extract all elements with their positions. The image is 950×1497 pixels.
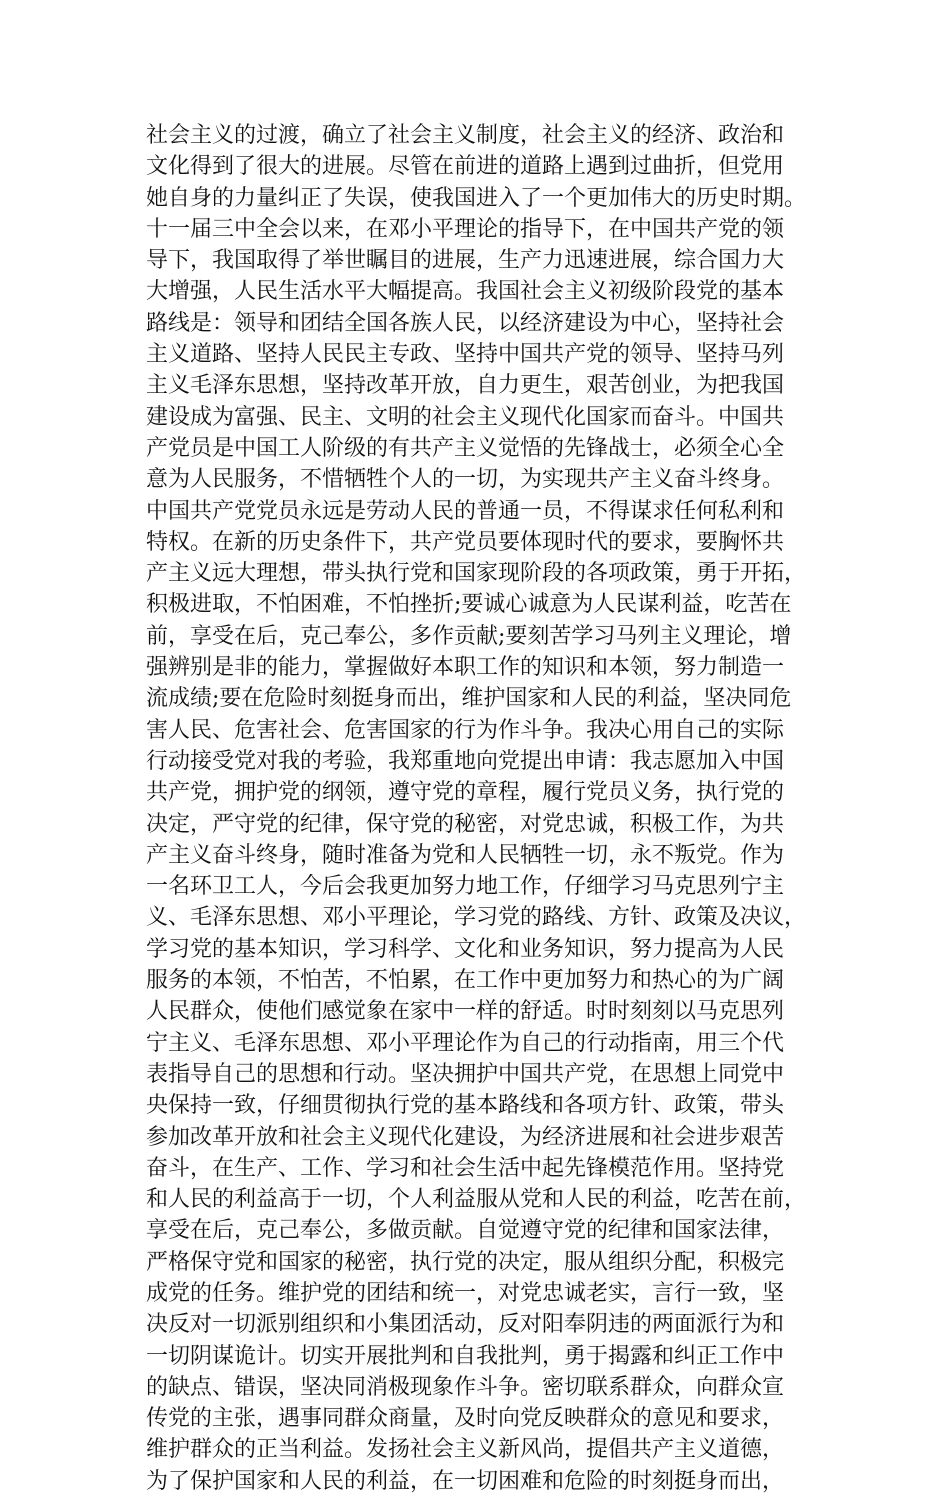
text-line: 义、毛泽东思想、邓小平理论，学习党的路线、方针、政策及决议， (146, 905, 807, 931)
text-line: 路线是：领导和团结全国各族人民，以经济建设为中心，坚持社会 (146, 310, 785, 336)
text-line: 产主义远大理想，带头执行党和国家现阶段的各项政策，勇于开拓， (146, 561, 807, 587)
text-line: 流成绩;要在危险时刻挺身而出，维护国家和人民的利益，坚决同危 (146, 686, 792, 712)
text-line: 产主义奋斗终身，随时准备为党和人民牺牲一切，永不叛党。作为 (146, 842, 785, 868)
text-line: 十一届三中全会以来，在邓小平理论的指导下，在中国共产党的领 (146, 216, 785, 242)
text-line: 享受在后，克己奉公，多做贡献。自觉遵守党的纪律和国家法律， (146, 1218, 785, 1244)
text-line: 央保持一致，仔细贯彻执行党的基本路线和各项方针、政策，带头 (146, 1093, 785, 1119)
text-line: 前，享受在后，克己奉公，多作贡献;要刻苦学习马列主义理论，增 (146, 623, 792, 649)
text-line: 特权。在新的历史条件下，共产党员要体现时代的要求，要胸怀共 (146, 529, 785, 555)
text-line: 大增强，人民生活水平大幅提高。我国社会主义初级阶段党的基本 (146, 279, 785, 305)
text-line: 主义道路、坚持人民民主专政、坚持中国共产党的领导、坚持马列 (146, 342, 785, 368)
text-line: 一名环卫工人，今后会我更加努力地工作，仔细学习马克思列宁主 (146, 874, 785, 900)
text-line: 建设成为富强、民主、文明的社会主义现代化国家而奋斗。中国共 (146, 404, 785, 430)
text-line: 为了保护国家和人民的利益，在一切困难和危险的时刻挺身而出， (146, 1468, 785, 1494)
text-line: 的缺点、错误，坚决同消极现象作斗争。密切联系群众，向群众宣 (146, 1374, 785, 1400)
text-line: 人民群众，使他们感觉象在家中一样的舒适。时时刻刻以马克思列 (146, 999, 785, 1025)
body-text (146, 120, 816, 1497)
text-line: 维护群众的正当利益。发扬社会主义新风尚，提倡共产主义道德， (146, 1437, 785, 1463)
text-line: 她自身的力量纠正了失误，使我国进入了一个更加伟大的历史时期。 (146, 185, 807, 211)
text-line: 和人民的利益高于一切，个人利益服从党和人民的利益，吃苦在前， (146, 1187, 807, 1213)
text-line: 严格保守党和国家的秘密，执行党的决定，服从组织分配，积极完 (146, 1249, 785, 1275)
text-line: 主义毛泽东思想，坚持改革开放，自力更生，艰苦创业，为把我国 (146, 373, 785, 399)
text-line: 意为人民服务，不惜牺牲个人的一切，为实现共产主义奋斗终身。 (146, 467, 785, 493)
text-line: 参加改革开放和社会主义现代化建设，为经济进展和社会进步艰苦 (146, 1124, 785, 1150)
text-line: 奋斗，在生产、工作、学习和社会生活中起先锋模范作用。坚持党 (146, 1155, 785, 1181)
text-line: 导下，我国取得了举世瞩目的进展，生产力迅速进展，综合国力大 (146, 248, 785, 274)
text-line: 积极进取，不怕困难，不怕挫折;要诚心诚意为人民谋利益，吃苦在 (146, 592, 792, 618)
text-line: 决反对一切派别组织和小集团活动，反对阳奉阴违的两面派行为和 (146, 1312, 785, 1338)
text-line: 中国共产党党员永远是劳动人民的普通一员，不得谋求任何私利和 (146, 498, 785, 524)
text-line: 共产党，拥护党的纲领，遵守党的章程，履行党员义务，执行党的 (146, 780, 785, 806)
text-line: 害人民、危害社会、危害国家的行为作斗争。我决心用自己的实际 (146, 717, 785, 743)
text-line: 产党员是中国工人阶级的有共产主义觉悟的先锋战士，必须全心全 (146, 435, 785, 461)
text-line: 社会主义的过渡，确立了社会主义制度，社会主义的经济、政治和 (146, 123, 785, 148)
text-line: 行动接受党对我的考验，我郑重地向党提出申请：我志愿加入中国 (146, 748, 785, 774)
text-line: 强辨别是非的能力，掌握做好本职工作的知识和本领，努力制造一 (146, 655, 785, 681)
text-line: 服务的本领，不怕苦，不怕累，在工作中更加努力和热心的为广阔 (146, 968, 785, 994)
text-line: 学习党的基本知识，学习科学、文化和业务知识，努力提高为人民 (146, 936, 785, 962)
text-line: 决定，严守党的纪律，保守党的秘密，对党忠诚，积极工作，为共 (146, 811, 785, 837)
text-line: 一切阴谋诡计。切实开展批判和自我批判，勇于揭露和纠正工作中 (146, 1343, 785, 1369)
text-line: 宁主义、毛泽东思想、邓小平理论作为自己的行动指南，用三个代 (146, 1030, 785, 1056)
text-line: 成党的任务。维护党的团结和统一，对党忠诚老实，言行一致，坚 (146, 1280, 785, 1306)
text-line: 表指导自己的思想和行动。坚决拥护中国共产党，在思想上同党中 (146, 1061, 785, 1087)
text-line: 文化得到了很大的进展。尽管在前进的道路上遇到过曲折，但党用 (146, 154, 785, 180)
text-line: 传党的主张，遇事同群众商量，及时向党反映群众的意见和要求， (146, 1406, 785, 1432)
